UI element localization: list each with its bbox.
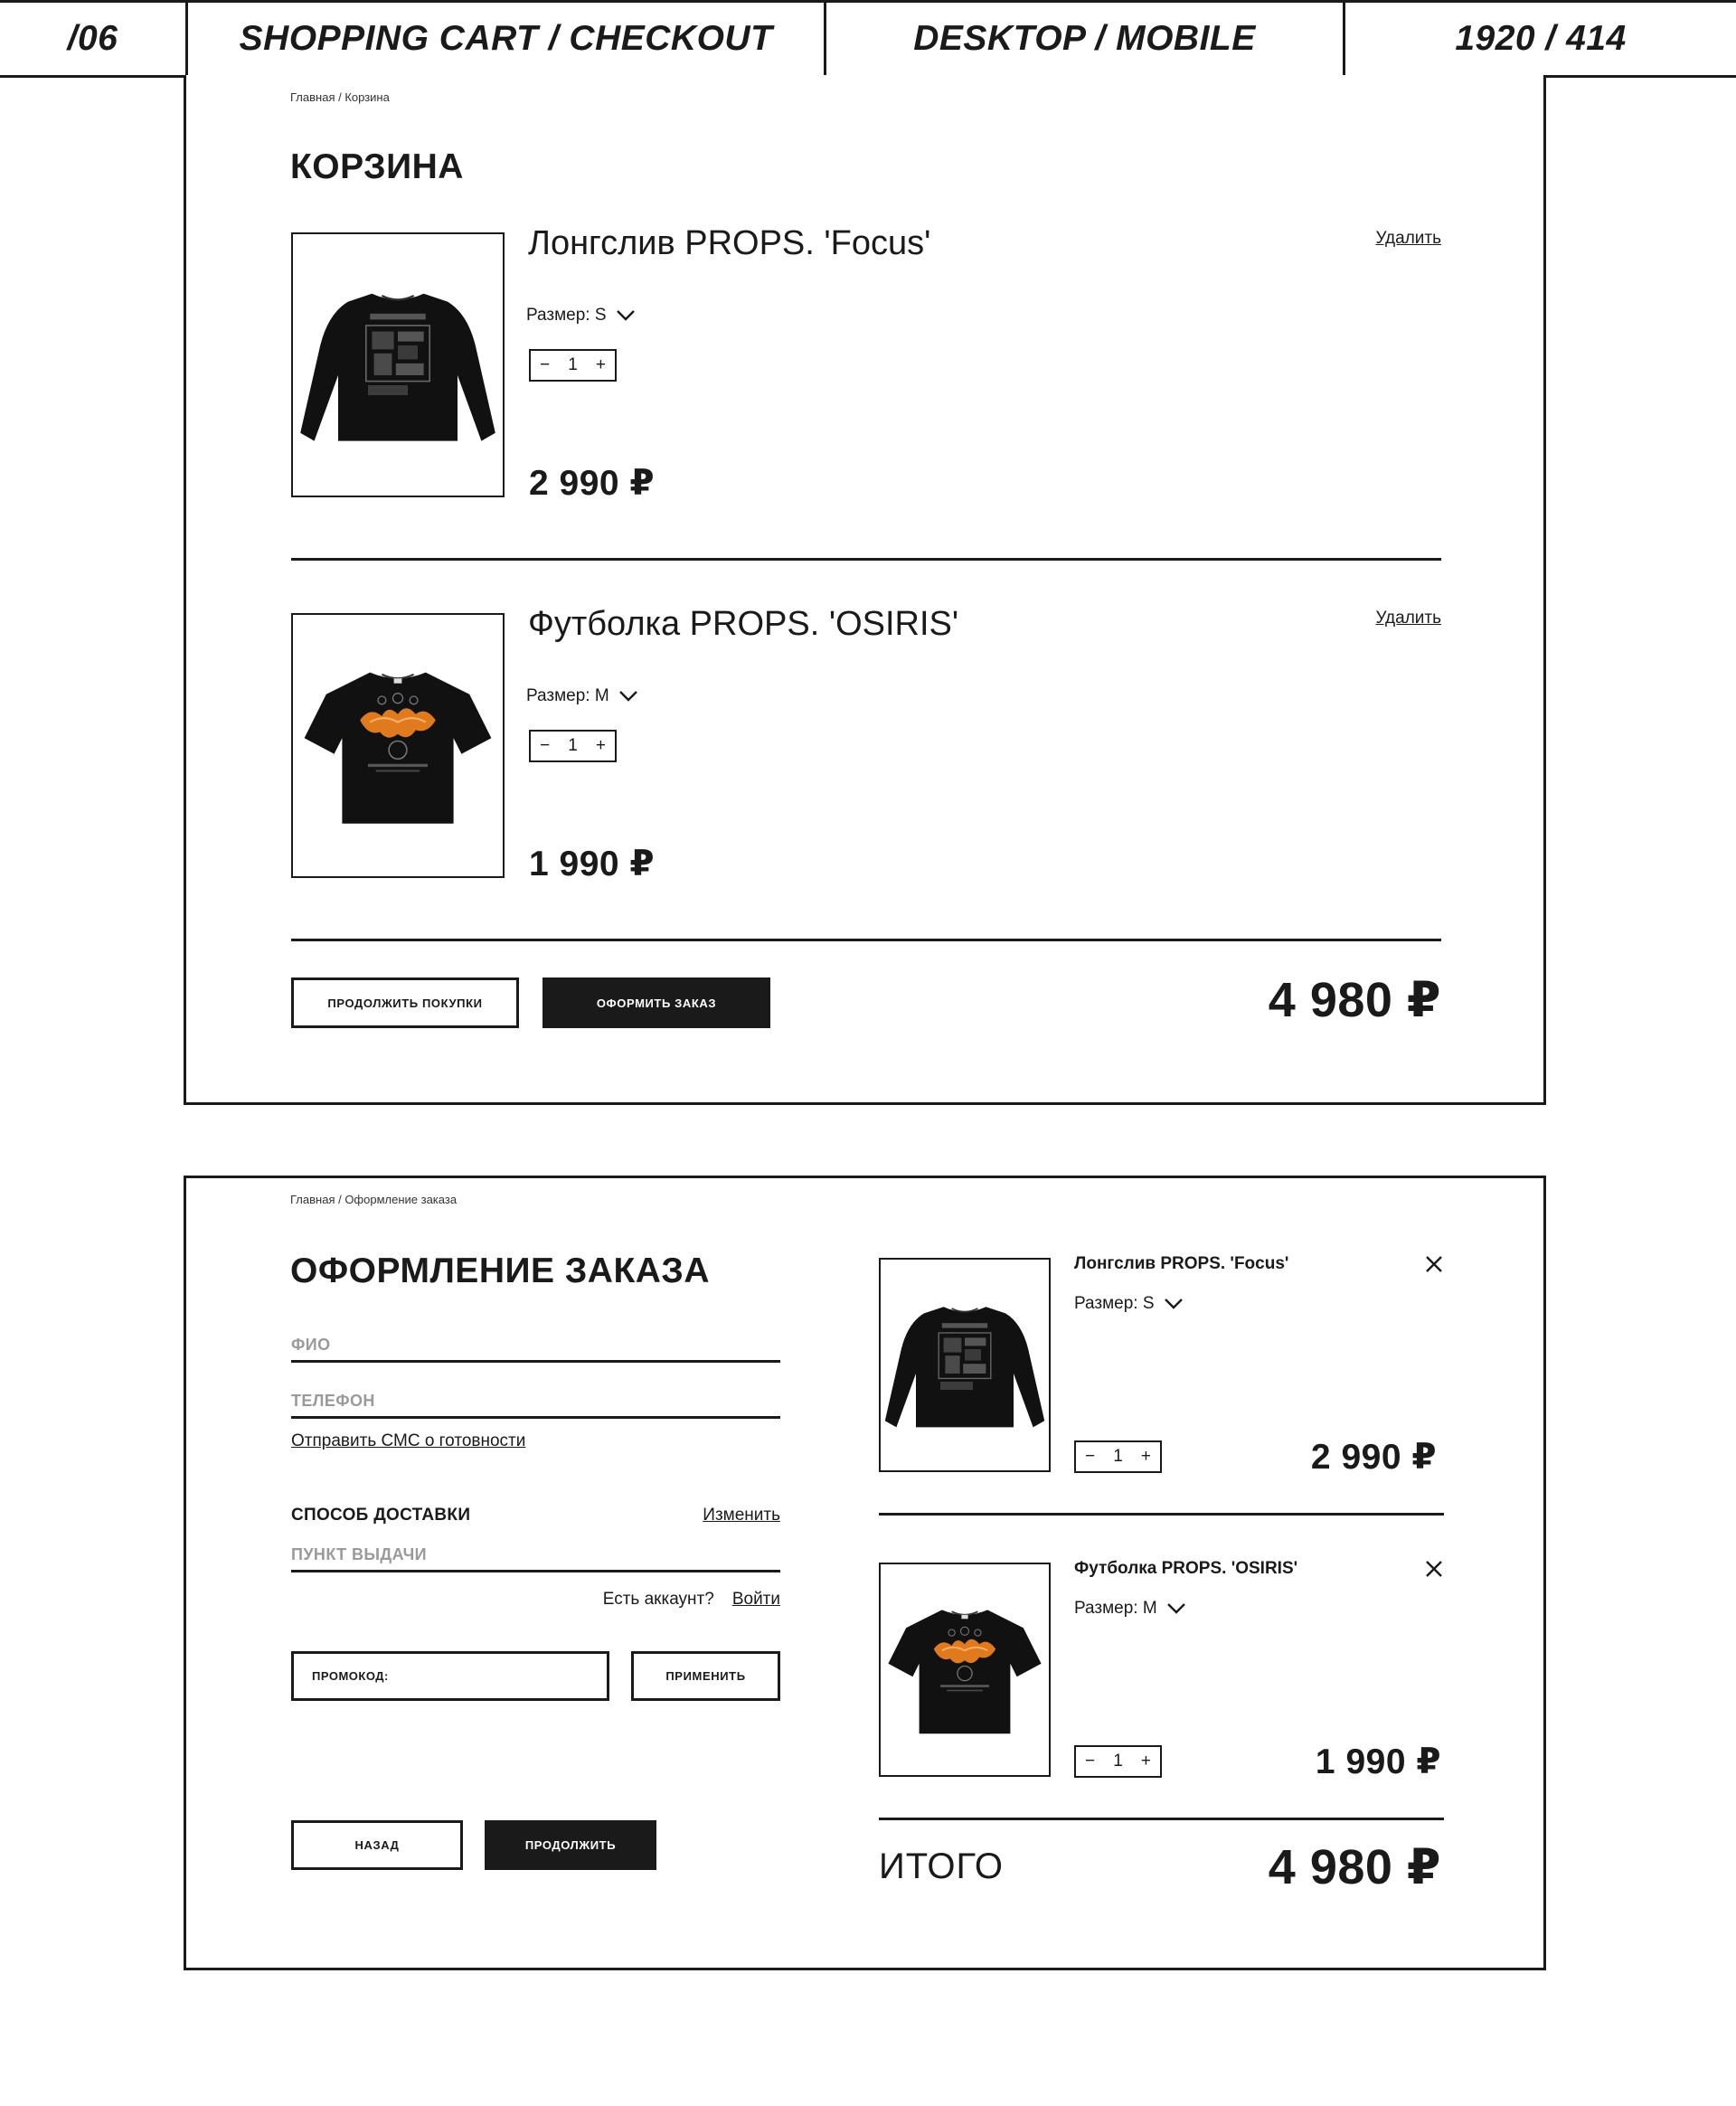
chevron-down-icon bbox=[1166, 1602, 1186, 1615]
order-total: 4 980 ₽ bbox=[1268, 1840, 1441, 1894]
login-link[interactable]: Войти bbox=[731, 1590, 780, 1609]
change-delivery-link[interactable]: Изменить bbox=[703, 1506, 780, 1525]
chevron-down-icon bbox=[1164, 1298, 1184, 1310]
product-image[interactable] bbox=[291, 613, 505, 878]
apply-promo-button[interactable]: ПРИМЕНИТЬ bbox=[631, 1651, 780, 1701]
size-label: Размер: M bbox=[1074, 1599, 1157, 1618]
quantity-stepper[interactable] bbox=[529, 730, 617, 762]
name-placeholder: ФИО bbox=[291, 1336, 331, 1354]
longsleeve-icon bbox=[298, 266, 497, 465]
continue-shopping-button[interactable]: ПРОДОЛЖИТЬ ПОКУПКИ bbox=[291, 977, 519, 1028]
delivery-title: СПОСОБ ДОСТАВКИ bbox=[291, 1506, 471, 1525]
product-name[interactable]: Лонгслив PROPS. 'Focus' bbox=[528, 224, 931, 262]
minus-button[interactable]: − bbox=[540, 736, 551, 755]
quantity-stepper[interactable] bbox=[529, 349, 617, 382]
divider bbox=[879, 1513, 1444, 1516]
summary-size-select[interactable] bbox=[1074, 1599, 1186, 1619]
account-question: Есть аккаунт? bbox=[602, 1590, 714, 1609]
checkout-button[interactable]: ОФОРМИТЬ ЗАКАЗ bbox=[542, 977, 770, 1028]
promo-code-input[interactable] bbox=[291, 1651, 609, 1701]
platforms-label: DESKTOP / MOBILE bbox=[824, 3, 1343, 75]
product-price: 2 990 ₽ bbox=[529, 464, 656, 503]
summary-size-select[interactable] bbox=[1074, 1294, 1184, 1314]
size-label: Размер: S bbox=[1074, 1294, 1155, 1313]
product-name[interactable]: Футболка PROPS. 'OSIRIS' bbox=[528, 605, 959, 643]
summary-product-name[interactable]: Лонгслив PROPS. 'Focus' bbox=[1074, 1254, 1289, 1273]
minus-button[interactable]: − bbox=[540, 355, 551, 374]
page-title: КОРЗИНА bbox=[290, 147, 464, 186]
product-image[interactable] bbox=[291, 232, 505, 497]
close-icon[interactable] bbox=[1424, 1254, 1444, 1274]
quantity-value: 1 bbox=[568, 736, 578, 755]
promo-label: ПРОМОКОД: bbox=[312, 1669, 389, 1683]
summary-product-name[interactable]: Футболка PROPS. 'OSIRIS' bbox=[1074, 1559, 1298, 1578]
pickup-placeholder: ПУНКТ ВЫДАЧИ bbox=[291, 1545, 428, 1563]
section-header bbox=[0, 0, 1736, 78]
summary-product-image[interactable] bbox=[879, 1258, 1051, 1472]
checkout-page bbox=[184, 1176, 1546, 1970]
account-row bbox=[503, 1590, 780, 1610]
cart-page bbox=[184, 75, 1546, 1105]
tshirt-icon bbox=[298, 647, 497, 845]
divider bbox=[291, 939, 1441, 941]
chevron-down-icon bbox=[618, 690, 638, 703]
cart-total: 4 980 ₽ bbox=[1268, 973, 1441, 1027]
name-field[interactable] bbox=[291, 1323, 780, 1363]
quantity-value: 1 bbox=[1113, 1447, 1123, 1466]
pickup-point-field[interactable] bbox=[291, 1535, 780, 1572]
chevron-down-icon bbox=[616, 309, 636, 322]
quantity-value: 1 bbox=[568, 355, 578, 374]
quantity-stepper[interactable] bbox=[1074, 1745, 1162, 1778]
minus-button[interactable]: − bbox=[1085, 1447, 1096, 1466]
close-icon[interactable] bbox=[1424, 1559, 1444, 1579]
total-label: ИТОГО bbox=[879, 1846, 1005, 1886]
summary-product-price: 1 990 ₽ bbox=[1315, 1742, 1441, 1781]
section-number: /06 bbox=[67, 19, 118, 58]
size-label: Размер: S bbox=[526, 306, 607, 325]
phone-field[interactable] bbox=[291, 1379, 780, 1419]
plus-button[interactable]: + bbox=[595, 355, 606, 374]
plus-button[interactable]: + bbox=[595, 736, 606, 755]
summary-product-image[interactable] bbox=[879, 1563, 1051, 1777]
remove-link[interactable]: Удалить bbox=[1375, 229, 1441, 248]
summary-product-price: 2 990 ₽ bbox=[1310, 1438, 1437, 1477]
quantity-stepper[interactable] bbox=[1074, 1440, 1162, 1473]
remove-link[interactable]: Удалить bbox=[1375, 609, 1441, 628]
tshirt-icon bbox=[883, 1589, 1046, 1752]
phone-placeholder: ТЕЛЕФОН bbox=[291, 1392, 375, 1410]
resolutions-label: 1920 / 414 bbox=[1343, 3, 1736, 75]
longsleeve-icon bbox=[883, 1284, 1046, 1447]
plus-button[interactable]: + bbox=[1140, 1447, 1151, 1466]
breadcrumb[interactable]: Главная / Корзина bbox=[290, 90, 390, 104]
section-title: SHOPPING CART / CHECKOUT bbox=[185, 3, 824, 75]
size-select[interactable] bbox=[526, 686, 638, 706]
sms-link[interactable]: Отправить СМС о готовности bbox=[291, 1431, 526, 1450]
divider bbox=[291, 558, 1441, 561]
size-select[interactable] bbox=[526, 306, 636, 326]
quantity-value: 1 bbox=[1113, 1752, 1123, 1771]
continue-button[interactable]: ПРОДОЛЖИТЬ bbox=[485, 1820, 656, 1870]
minus-button[interactable]: − bbox=[1085, 1752, 1096, 1771]
page-title: ОФОРМЛЕНИЕ ЗАКАЗА bbox=[290, 1251, 711, 1290]
size-label: Размер: M bbox=[526, 686, 609, 705]
divider bbox=[879, 1818, 1444, 1820]
plus-button[interactable]: + bbox=[1140, 1752, 1151, 1771]
product-price: 1 990 ₽ bbox=[529, 845, 656, 883]
back-button[interactable]: НАЗАД bbox=[291, 1820, 463, 1870]
breadcrumb[interactable]: Главная / Оформление заказа bbox=[290, 1193, 458, 1206]
